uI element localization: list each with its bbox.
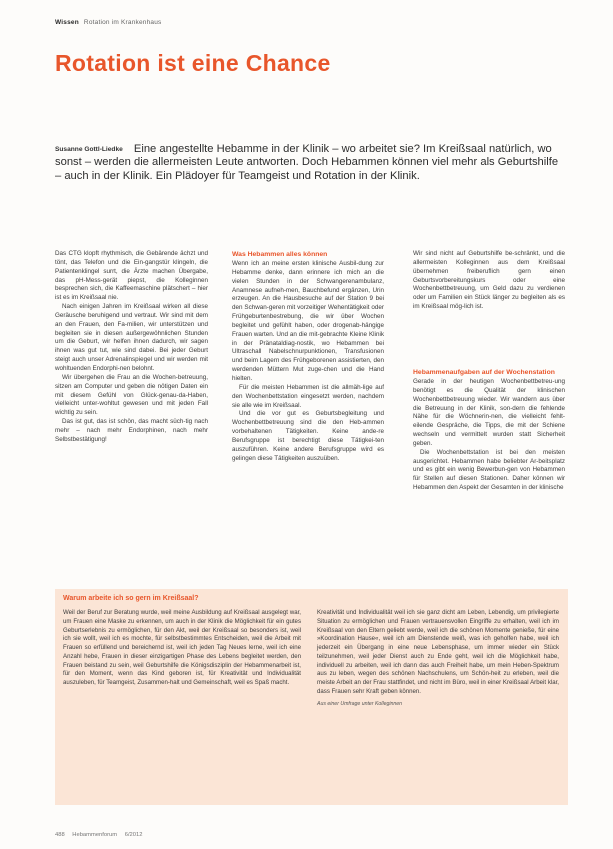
info-box-heading: Warum arbeite ich so gern im Kreißsaal? <box>63 595 199 602</box>
section-rubric <box>55 19 162 26</box>
body-paragraph: Das CTG klopft rhythmisch, die Gebärende ächzt und tönt, das Telefon und die Ein-gangstür klingeln, die Patientenklingel surrt, die Ärzte machen Übergabe, das pH-Mess-gerät piepst, die Kolleginnen besprechen sich, die Kaffeemaschine plätschert – hier ist es im Kreißsaal nie. <box>55 250 208 302</box>
issue-number: 6/2012 <box>124 832 143 838</box>
author-name: Susanne Gottl-Liedke <box>55 146 123 153</box>
page-number: 488 <box>55 832 65 838</box>
body-paragraph: Wenn ich an meine ersten klinische Ausbil-dung zur Hebamme denke, dann erinnere ich mich an die vielen Stunden in der Schwangerenambulanz, Anamnese aufneh-men, Bauchbefund ergänzen, Urin erzeugen. An die Hausbesuche auf der Station 9 bei den Schwan-geren mit vorzeitiger Wehentätigkeit oder Frühgeburtenbestrebung, die wir über Wochen begleitet und gefühlt haben, oder drogenab-hängige Frauen warten. Und an die mit-gebrachte Kleine Klinik in der Pränataldiag-nostik, wo Hebammen bei Ultraschall Nabelschnurpunktionen, Transfusionen und beim Lagern des Frühgeborenen assistierten, den werdenden Müttern Mut zuge-chen und die Hand hielten. <box>232 260 384 382</box>
article-lede <box>55 143 565 183</box>
body-paragraph: Gerade in der heutigen Wochenbettbetreu-ung benötigt es die Qualität der klinischen Wochenbettbetreuung wieder. Wir wandern aus über die Betreuung in der Klinik, son-dern die fehlende Nähe für die Wöchnerin-nen, die vielleicht fehlt-eilende Gespräche, die Tipps, die mit der Schiene wechseln und vermittelt wurden statt Sicherheit geben. <box>413 378 565 447</box>
body-column-2 <box>232 250 384 463</box>
lede-text: Eine angestellte Hebamme in der Klinik – wo arbeitet sie? Im Kreißsaal natürlich, wo sonst – werden die allermeisten Leute antworten. Doch Hebammen können viel mehr als Geburtshilfe – auch in der Klinik. Ein Plädoyer für Teamgeist und Rotation in der Klinik. <box>55 143 559 182</box>
info-box-paragraph: Kreativität und Individualität weil ich sie ganz dicht am Leben, Lebendig, um privilegierte Situation zu ermöglichen und Frauen vertrauensvollen Eingriffe zu erhalten, weil ich im Kreißsaal von den Eltern geliebt werde, weil ich die schönen Momente genieße, für eine »Koordination Hause«, weil ich am Dienstende weiß, was ich geholfen habe, weil ich jederzeit ein Übergang in eine neue Lebensphase, um immer wieder ein Stück teilzunehmen, weil jeder Dienst auch zu Ende geht, weil ich die Möglichkeit habe, individuell zu arbeiten, weil ich dann das auch Freiheit habe, um mein Heben-Spektrum aus zu leben, wegen des schönen Nachschulens, um Schön-heit zu erleben, weil die meiste Arbeit an der Frau stattfindet, und nicht im Büro, weil in einer Kreißsaal Arbeit klar, dass Frauen sehr Kraft geben können. <box>317 609 559 695</box>
info-box-credit: Aus einer Umfrage unter Kolleginnen <box>317 700 403 707</box>
body-paragraph: Die Wochenbettstation ist bei den meisten ausgerichtet. Hebammen habe beliebter Ar-beitsplatz und es gibt ein wenig Bewerbun-gen von Hebammen für Stellen auf diesen Stationen. Daher können wir Hebammen den Aspekt der Gesamten in der klinische <box>413 448 565 492</box>
body-paragraph: Das ist gut, das ist schön, das macht süch-tig nach mehr – nach mehr Endorphinen, nach mehr Selbstbestätigung! <box>55 418 208 443</box>
body-paragraph: Wir sind nicht auf Geburtshilfe be-schränkt, und die allermeisten Kolleginnen aus dem Kreißsaal übernehmen freiberuflich gern einen Geburtsvorbereitungskurs oder eine Wochenbettbetreuung, um Geld dazu zu verdienen oder um Familien ein Stück länger zu begleiten als es im Kreißsaal mög-lich ist. <box>413 250 565 311</box>
body-paragraph: Und die vor gut es Geburtsbegleitung und Wochenbettbetreuung sind die den Heb-ammen vorbehaltenen Tätigkeiten. Keine ande-re Berufsgruppe ist berechtigt diese Tätigkei-ten auszuführen. Keine andere Berufsgruppe wird es gelingen diese Tätigkeiten auszuüben. <box>232 410 384 462</box>
info-box-left-text <box>63 609 301 688</box>
magazine-name: Hebammenforum <box>72 832 118 838</box>
info-box <box>55 589 568 805</box>
subheading: Was Hebammen alles können <box>232 251 328 258</box>
body-column-3-section <box>413 368 565 493</box>
rubric-section: Wissen <box>55 19 79 26</box>
body-column-3 <box>413 250 565 312</box>
body-column-1 <box>55 250 208 445</box>
body-paragraph: Wir übergehen die Frau an die Wochen-betreuung, sitzen am Computer und geben die nötigen Daten ein mit diesem Gefühl von Glück-genau-da-Haben, vielleicht unter-wohltut gewesen und mit jeden Fall wichtig zu sein. <box>55 373 208 417</box>
body-paragraph: Für die meisten Hebammen ist die allmäh-lige auf den Wochenbettstation eingesetzt werden, nachdem sie alle wie im Kreißsaal. <box>232 383 384 409</box>
info-box-right-text <box>317 609 559 708</box>
info-box-paragraph: Weil der Beruf zur Beratung wurde, weil meine Ausbildung auf Kreißsaal ausgelegt war, um Frauen eine Maske zu erkennen, um auch in der Klinik die Möglichkeit für ein gutes Geburtserlebnis zu ermöglichen, für den Akt, weil der Kreißsaal so besonders ist, weil ich sie wollt, weil ich es mochte, für selbstbestimmtes Entscheiden, weil die Arbeit mit Frauen so erfüllend und bereichernd ist, weil ich jeden Tag Neues lerne, weil ich eine Anzahl hebe, Frauen in dieser einzigartigen Phase des Lebens begleitet werden, den Frauen beistand zu sein, weil Geburtshilfe die Königsdisziplin der Hebammenarbeit ist, für den Moment, wenn das Kind geboren ist, für Kreativität und Individualität auszuleben, für Teamgeist, Zusammen-halt und Gemeinschaft, weil es Spaß macht. <box>63 609 301 686</box>
body-paragraph: Nach einigen Jahren im Kreißsaal wirken all diese Geräusche beruhigend und vertraut. Wir sind mit dem an den Frauen, den Fa-milien, wir unterstützen und begleiten sie in diesen außergewöhnlichen Stunden um die Geburt, wir helfen ihnen dadurch, wir sagen ihnen was gut tut, wie sind dabei. Bei jeder Geburt steigt auch unser Adrenalinspiegel und wir werden mit wohltuenden Endorphi-nen belohnt. <box>55 303 208 372</box>
rubric-topic: Rotation im Krankenhaus <box>83 19 162 26</box>
subheading: Hebammenaufgaben auf der Wochenstation <box>413 369 555 376</box>
article-headline: Rotation ist eine Chance <box>55 50 331 76</box>
page-footer <box>55 832 148 838</box>
